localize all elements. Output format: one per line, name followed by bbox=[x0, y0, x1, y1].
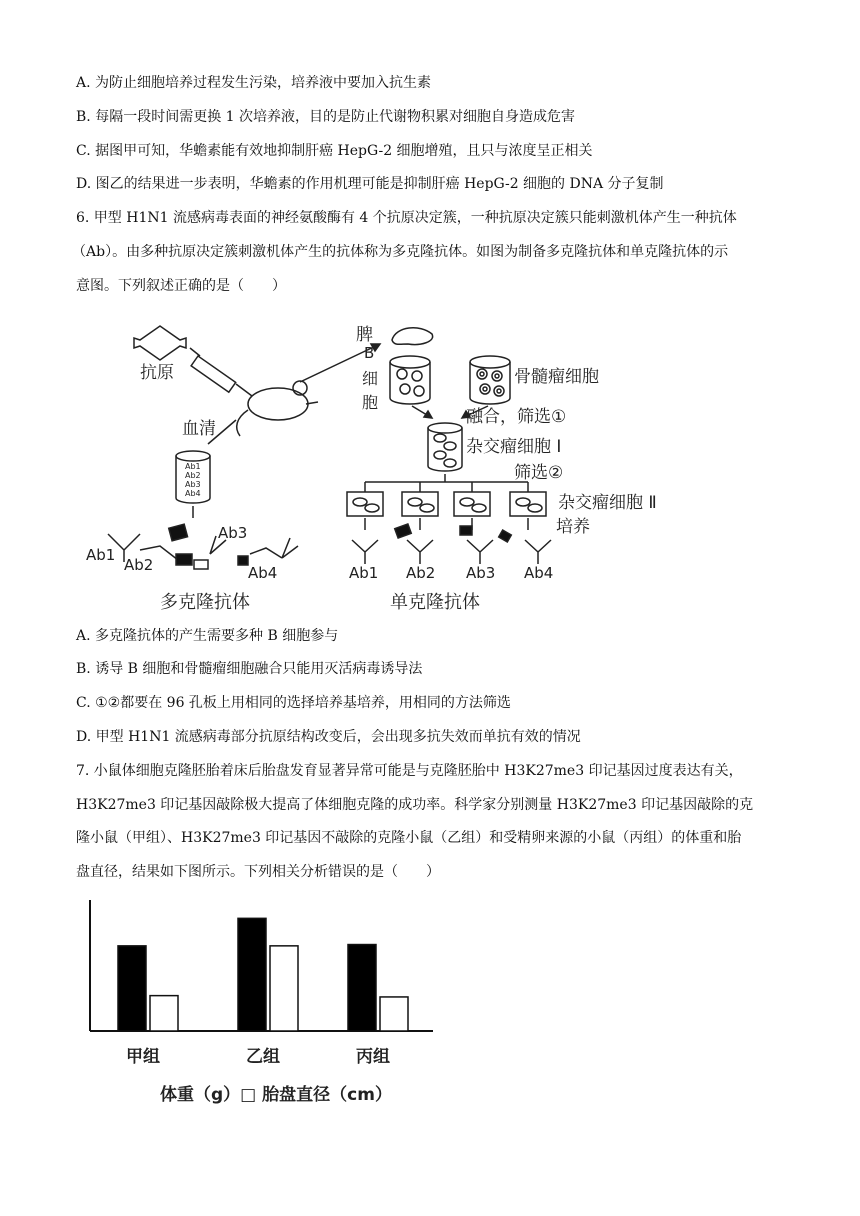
serum-label: 血清 bbox=[182, 419, 216, 439]
q5-option-a: A. 为防止细胞培养过程发生污染，培养液中要加入抗生素 bbox=[76, 75, 432, 91]
culture-well-1 bbox=[347, 492, 383, 516]
tube-label-ab3: Ab3 bbox=[185, 480, 201, 489]
antigen-shape bbox=[134, 326, 186, 360]
q5-option-c: C. 据图甲可知，华蟾素能有效地抑制肝癌 HepG-2 细胞增殖，且只与浓度呈正相关 bbox=[76, 143, 593, 159]
bar-weight-1 bbox=[118, 946, 146, 1031]
poly-label-ab2: Ab2 bbox=[124, 556, 154, 574]
mono-antibody-4 bbox=[499, 530, 551, 564]
tube-label-ab1: Ab1 bbox=[185, 462, 201, 471]
spleen-label: 脾 bbox=[356, 325, 373, 345]
bar-weight-3 bbox=[348, 945, 376, 1031]
screen-2-label: 筛选② bbox=[514, 463, 564, 483]
q6-stem-line2: （Ab）。由多种抗原决定簇刺激机体产生的抗体称为多克隆抗体。如图为制备多克隆抗体和单克隆抗体的示 bbox=[72, 244, 729, 260]
bar-chart-svg bbox=[60, 892, 460, 1042]
b-cell-label-1: B bbox=[364, 344, 375, 362]
polyclonal-caption: 多克隆抗体 bbox=[160, 592, 250, 613]
q6-stem-line3: 意图。下列叙述正确的是（ ） bbox=[76, 278, 286, 294]
q5-option-d: D. 图乙的结果进一步表明，华蟾素的作用机理可能是抑制肝癌 HepG-2 细胞的 DNA 分子复制 bbox=[76, 176, 664, 192]
poly-label-ab1: Ab1 bbox=[86, 546, 116, 564]
monoclonal-caption: 单克隆抗体 bbox=[390, 592, 480, 613]
hybridoma-1-label: 杂交瘤细胞 Ⅰ bbox=[466, 437, 562, 457]
mono-antibody-2 bbox=[395, 524, 433, 564]
category-label-3: 丙组 bbox=[356, 1047, 390, 1067]
bar-weight-2 bbox=[238, 918, 266, 1031]
b-cell-label-3: 胞 bbox=[362, 393, 379, 412]
mono-antibody-1 bbox=[352, 540, 378, 564]
q7-stem-line4: 盘直径，结果如下图所示。下列相关分析错误的是（ ） bbox=[76, 864, 440, 880]
q6-option-a: A. 多克隆抗体的产生需要多种 B 细胞参与 bbox=[76, 628, 339, 644]
category-label-1: 甲组 bbox=[126, 1047, 160, 1067]
category-label-2: 乙组 bbox=[246, 1047, 280, 1067]
mouse-icon bbox=[237, 381, 318, 436]
spleen-shape bbox=[392, 328, 433, 345]
mono-label-ab1: Ab1 bbox=[349, 564, 379, 582]
q5-option-b: B. 每隔一段时间需更换 1 次培养液，目的是防止代谢物积累对细胞自身造成危害 bbox=[76, 109, 575, 125]
bar-placenta-2 bbox=[270, 946, 298, 1031]
bar-chart bbox=[60, 892, 460, 1112]
q7-stem-line1: 7. 小鼠体细胞克隆胚胎着床后胎盘发育显著异常可能是与克隆胚胎中 H3K27me3 印记基因过度表达有关， bbox=[76, 763, 743, 779]
chart-legend-text: 体重（g）□ 胎盘直径（cm） bbox=[160, 1085, 392, 1105]
q6-option-c: C. ①②都要在 96 孔板上用相同的选择培养基培养，用相同的方法筛选 bbox=[76, 695, 511, 711]
b-cell-label-2: 细 bbox=[362, 369, 379, 388]
bar-placenta-1 bbox=[150, 996, 178, 1031]
culture-well-3 bbox=[454, 492, 490, 516]
mono-antibody-3 bbox=[460, 526, 493, 564]
antibody-diagram bbox=[0, 318, 860, 618]
mono-label-ab4: Ab4 bbox=[524, 564, 554, 582]
bar-placenta-3 bbox=[380, 997, 408, 1031]
culture-label: 培养 bbox=[556, 517, 590, 537]
myeloma-label: 骨髓瘤细胞 bbox=[514, 367, 599, 387]
syringe-icon bbox=[190, 348, 252, 396]
fusion-label: 融合，筛选① bbox=[466, 407, 567, 427]
hybridoma-1-container bbox=[428, 423, 462, 471]
tube-label-ab4: Ab4 bbox=[185, 489, 201, 498]
q6-option-b: B. 诱导 B 细胞和骨髓瘤细胞融合只能用灭活病毒诱导法 bbox=[76, 661, 423, 677]
mono-label-ab2: Ab2 bbox=[406, 564, 436, 582]
antigen-label: 抗原 bbox=[140, 363, 174, 383]
q7-stem-line3: 隆小鼠（甲组）、H3K27me3 印记基因不敲除的克隆小鼠（乙组）和受精卵来源的小鼠（丙组）的体重和胎 bbox=[76, 830, 742, 846]
hybridoma-2-label: 杂交瘤细胞 Ⅱ bbox=[558, 493, 657, 513]
culture-well-4 bbox=[510, 492, 546, 516]
q6-option-d: D. 甲型 H1N1 流感病毒部分抗原结构改变后，会出现多抗失效而单抗有效的情况 bbox=[76, 729, 581, 745]
myeloma-container bbox=[470, 356, 510, 404]
q7-stem-line2: H3K27me3 印记基因敲除极大提高了体细胞克隆的成功率。科学家分别测量 H3K27me3 印记基因敲除的克 bbox=[76, 797, 754, 813]
mono-label-ab3: Ab3 bbox=[466, 564, 496, 582]
culture-well-2 bbox=[402, 492, 438, 516]
poly-label-ab4: Ab4 bbox=[248, 564, 278, 582]
b-cell-container bbox=[390, 356, 430, 404]
q6-stem-line1: 6. 甲型 H1N1 流感病毒表面的神经氨酸酶有 4 个抗原决定簇，一种抗原决定簇只能刺激机体产生一种抗体 bbox=[76, 210, 737, 226]
poly-label-ab3: Ab3 bbox=[218, 524, 248, 542]
tube-label-ab2: Ab2 bbox=[185, 471, 201, 480]
